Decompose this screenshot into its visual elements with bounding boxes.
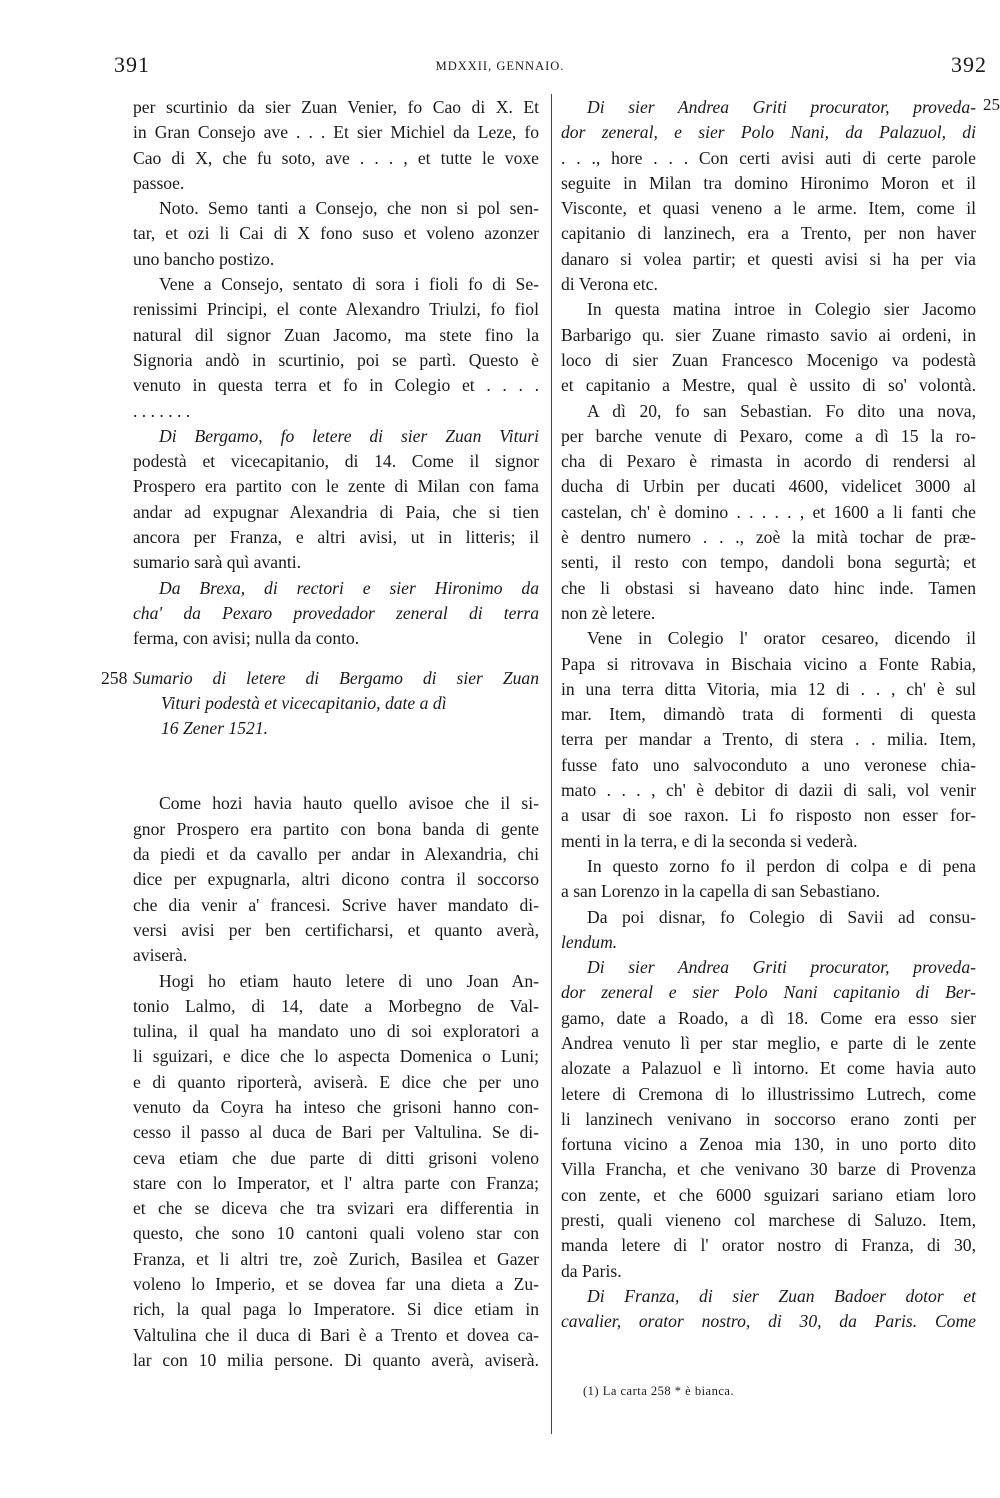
text-line: Hogi ho etiam hauto letere di uno Joan An- bbox=[159, 970, 539, 991]
text-line: passoe. bbox=[133, 172, 185, 193]
text-line: Prospero era partito con le zente di Milan con fama bbox=[133, 476, 539, 497]
text-line: presti, quali vieneno col marchese di Saluzo. Item, bbox=[561, 1210, 976, 1231]
text-line: Di sier Andrea Griti procurator, proveda- bbox=[587, 957, 976, 978]
margin-note: 25 bbox=[983, 95, 1000, 114]
summary-number: 258 bbox=[101, 667, 128, 688]
text-line: da Paris. bbox=[561, 1260, 622, 1281]
text-line: fortuna vicino a Zenoa mia 130, in uno porto dito bbox=[561, 1134, 976, 1155]
right-column bbox=[561, 95, 976, 1335]
text-line: Signoria andò in scurtinio, poi se partì. Questo è bbox=[133, 349, 539, 370]
text-line: per scurtinio da sier Zuan Venier, fo Cao di X. Et bbox=[133, 97, 539, 117]
text-line: in una terra ditta Vitoria, mia 12 di . . , ch' è sul bbox=[561, 678, 976, 699]
page-number-right: 392 bbox=[951, 52, 987, 77]
text-line: tulina, il qual ha mandato uno di soi exploratori a bbox=[133, 1021, 539, 1042]
text-line: A dì 20, fo san Sebastian. Fo dito una nova, bbox=[587, 400, 976, 421]
text-line: sumario sarà quì avanti. bbox=[133, 552, 302, 573]
text-line: Di Bergamo, fo letere di sier Zuan Vituri bbox=[159, 425, 539, 446]
text-line: che li obstasi si haveano dato hinc inde. Tamen bbox=[561, 577, 976, 598]
text-line: per barche venute di Pexaro, come a dì 15 la ro- bbox=[561, 425, 976, 446]
text-line: che dia venir a' francesi. Scrive haver mandato di- bbox=[133, 894, 539, 915]
text-line: alozate a Palazuol e lì intorno. Et come havia auto bbox=[561, 1058, 976, 1079]
text-line: mato . . . , ch' è debitor di dazii di sali, vol venir bbox=[561, 780, 976, 801]
text-line: cavalier, orator nostro, di 30, da Paris. Come bbox=[561, 1311, 976, 1332]
text-line: Visconte, et quasi veneno a le arme. Item, come il bbox=[561, 198, 976, 219]
text-line: aviserà. bbox=[133, 945, 188, 966]
text-line: renissimi Principi, el conte Alexandro Triulzi, fo fiol bbox=[133, 299, 539, 320]
text-line: senti, il resto con tempo, dandoli bona segurtà; et bbox=[561, 552, 976, 573]
text-line: natural dil signor Zuan Jacomo, ma stete fino la bbox=[133, 324, 539, 345]
text-line: in Gran Consejo ave . . . Et sier Michiel da Leze, fo bbox=[133, 122, 539, 143]
page-header bbox=[0, 52, 1000, 78]
text-line: uno bancho postizo. bbox=[133, 248, 275, 269]
text-line: manda letere di l' orator nostro di Franza, di 30, bbox=[561, 1235, 976, 1256]
text-line: questo, che sono 10 cantoni quali voleno star con bbox=[133, 1223, 539, 1244]
text-line: podestà et vicecapitanio, di 14. Come il signor bbox=[133, 451, 539, 472]
text-line: a san Lorenzo in la capella di san Sebastiano. bbox=[561, 881, 881, 902]
text-line: lar con 10 milia persone. Di quanto averà, aviserà. bbox=[133, 1349, 539, 1370]
text-line: stare con lo Imperator, et l' altra parte con Franza; bbox=[133, 1172, 539, 1193]
column-divider bbox=[551, 94, 552, 1434]
text-line: non zè letere. bbox=[561, 602, 656, 623]
text-line: Di sier Andrea Griti procurator, proveda- bbox=[587, 97, 976, 117]
text-line: cha' da Pexaro provedador zeneral di terra bbox=[133, 602, 539, 623]
text-line: danaro si volea partir; et questi avisi si ha per via bbox=[561, 248, 976, 269]
text-line: li sguizari, e dice che lo aspecta Domenica o Luni; bbox=[133, 1046, 539, 1067]
text-line: di Verona etc. bbox=[561, 274, 658, 295]
text-line: Di Franza, di sier Zuan Badoer dotor et bbox=[587, 1285, 976, 1306]
text-line: da piedi et da cavallo per andar in Alexandria, chi bbox=[133, 844, 539, 865]
text-line: menti in la terra, e di la seconda si vederà. bbox=[561, 830, 858, 851]
text-line: seguite in Milan tra domino Hironimo Moron et il bbox=[561, 172, 976, 193]
text-line: Barbarigo qu. sier Zuane rimasto savio ai ordeni, in bbox=[561, 324, 976, 345]
text-line: Da poi disnar, fo Colegio di Savii ad consu- bbox=[587, 906, 976, 927]
text-line: con zente, et che 6000 sguizari sariano etiam loro bbox=[561, 1184, 976, 1205]
text-line: capitanio di lanzinech, era a Trento, per non haver bbox=[561, 223, 976, 244]
text-line: ceva etiam che due parte di ditti grisoni voleno bbox=[133, 1147, 539, 1168]
text-line: Vene a Consejo, sentato di sora i fioli fo di Se- bbox=[159, 274, 539, 295]
text-line: ancora per Franza, e altri avisi, ut in litteris; il bbox=[133, 527, 539, 548]
text-line: Da Brexa, di rectori e sier Hironimo da bbox=[159, 577, 539, 598]
text-line: Vene in Colegio l' orator cesareo, dicendo il bbox=[587, 628, 976, 649]
summary-heading bbox=[101, 666, 539, 742]
text-line: terra per mandar a Trento, di stera . . milia. Item, bbox=[561, 729, 976, 750]
text-line: et che se diceva che tra svizari era differentia in bbox=[133, 1198, 539, 1219]
text-line: venuto da Coyra ha inteso che grisoni hanno con- bbox=[133, 1096, 539, 1117]
text-line: versi avisi per ben certificharsi, et quanto averà, bbox=[133, 919, 539, 940]
summary-line: 16 Zener 1521. bbox=[161, 718, 269, 739]
text-line: Franza, et li altri tre, zoè Zurich, Basilea et Gazer bbox=[133, 1248, 539, 1269]
text-line: mar. Item, dimandò trata di formenti di questa bbox=[561, 704, 976, 725]
text-line: tonio Lalmo, di 14, date a Morbegno de Val- bbox=[133, 995, 539, 1016]
text-line: tar, et ozi li Cai di X fono suso et voleno azonzer bbox=[133, 223, 539, 244]
text-line: voleno lo Imperio, et se dovea far una dieta a Zu- bbox=[133, 1274, 539, 1295]
text-line: ferma, con avisi; nulla da conto. bbox=[133, 628, 360, 649]
footnote: (1) La carta 258 * è bianca. bbox=[583, 1384, 735, 1398]
text-line: loco di sier Zuan Francesco Mocenigo va podestà bbox=[561, 349, 976, 370]
text-line: Come hozi havia hauto quello avisoe che il si- bbox=[159, 793, 539, 814]
text-line: In questa matina introe in Colegio sier Jacomo bbox=[587, 299, 976, 320]
text-line: è dentro numero . . ., zoè la mità tochar de præ- bbox=[561, 527, 976, 548]
text-line: Noto. Semo tanti a Consejo, che non si pol sen- bbox=[159, 198, 539, 219]
text-line: Villa Francha, et che venivano 30 barze di Provenza bbox=[561, 1159, 976, 1180]
text-line: Papa si ritrovava in Bischaia vicino a Fonte Rabia, bbox=[561, 653, 976, 674]
text-line: e di quanto riporterà, aviserà. E dice che per uno bbox=[133, 1071, 539, 1092]
text-line: ducha di Urbin per ducati 4600, videlicet 3000 al bbox=[561, 476, 976, 497]
text-line: dor zeneral, e sier Polo Nani, da Palazuol, di bbox=[561, 122, 976, 143]
text-line: li lanzinech venivano in soccorso erano zonti per bbox=[561, 1108, 976, 1129]
text-line: cesso il passo al duca de Bari per Valtulina. Se di- bbox=[133, 1122, 539, 1143]
text-line: venuto in questa terra et fo in Colegio et . . . . bbox=[133, 375, 539, 396]
text-line: castelan, ch' è domino . . . . . , et 1600 a li fanti che bbox=[561, 501, 976, 522]
text-line: dice per expugnarla, altri dicono contra il soccorso bbox=[133, 869, 539, 890]
text-line: . . ., hore . . . Con certi avisi auti di certe parole bbox=[561, 147, 976, 168]
text-line: cha di Pexaro è rimasta in acordo di rendersi al bbox=[561, 451, 976, 472]
summary-line: Sumario di letere di Bergamo di sier Zuan bbox=[133, 667, 539, 688]
text-line: Andrea venuto lì per star meglio, e parte di le zente bbox=[561, 1032, 976, 1053]
text-line: lendum. bbox=[561, 931, 618, 952]
text-line: Cao di X, che fu soto, ave . . . , et tutte le voxe bbox=[133, 147, 539, 168]
text-line: et capitanio a Mestre, qual è ussito di so' volontà. bbox=[561, 375, 976, 396]
text-line: Valtulina che il duca di Bari è a Trento et dovea ca- bbox=[133, 1324, 539, 1345]
text-line: gamo, date a Roado, a dì 18. Come era esso sier bbox=[561, 1007, 976, 1028]
summary-line: Vituri podestà et vicecapitanio, date a dì bbox=[161, 692, 447, 713]
text-line: a usar di soe raxon. Li fo risposto non esser for- bbox=[561, 805, 976, 826]
text-line: letere di Cremona di lo illustrissimo Lutrech, come bbox=[561, 1083, 976, 1104]
text-line: andar ad expugnar Alexandria di Paia, che si tien bbox=[133, 501, 539, 522]
running-title: MDXXII, GENNAIO. bbox=[435, 59, 565, 73]
text-line: gnor Prospero era partito con bona banda di gente bbox=[133, 818, 539, 839]
left-column bbox=[101, 95, 539, 1373]
page-number-left: 391 bbox=[114, 52, 150, 77]
text-line: . . . . . . . bbox=[133, 400, 191, 421]
text-line: In questo zorno fo il perdon di colpa e di pena bbox=[587, 855, 976, 876]
text-line: rich, la qual paga lo Imperatore. Si dice etiam in bbox=[133, 1299, 539, 1320]
text-line: fusse fato uno salvoconduto a uno veronese chia- bbox=[561, 754, 976, 775]
text-line: dor zeneral e sier Polo Nani capitanio di Ber- bbox=[561, 982, 976, 1003]
